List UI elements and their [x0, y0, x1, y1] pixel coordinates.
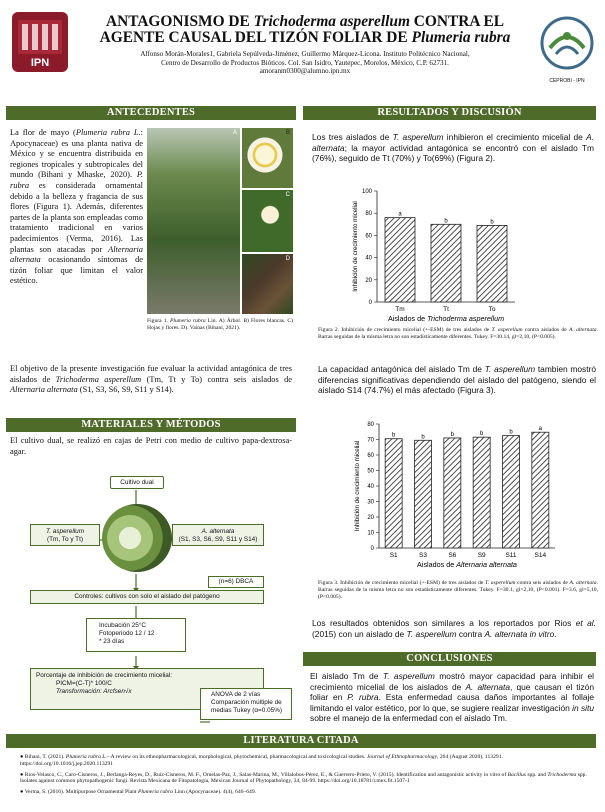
- metodos-text: El cultivo dual, se realizó en cajas de Petri con medio de cultivo papa-dextrosa-agar.: [10, 436, 292, 456]
- ceprobi-logo-icon: [538, 14, 596, 72]
- figure-2-caption: Figura 2. Inhibición de crecimiento micelial (+-ESM) de tres aislados de T. asperellum contra aislados de A. alternata. Barras seguidas de la misma letra no son estadísticamente diferentes. Tukey. F=30.14, gl=2,10, (P<0.005).: [318, 327, 598, 340]
- bar-To: [477, 225, 507, 302]
- bar-letter: b: [444, 218, 448, 225]
- title-line-2: AGENTE CAUSAL DEL TIZÓN FOLIAR DE Plumeria rubra: [99, 29, 511, 46]
- y-tick-label: 40: [365, 255, 372, 262]
- y-tick-label: 20: [365, 277, 372, 284]
- resultados-text-1: Los tres aislados de T. asperellum inhibieron el crecimiento micelial de A. alternata; la mayor actividad antagónica se encontró con el aislado Tm (76%), seguido de Tt (70%) y To(69%) (Figura 2).: [312, 132, 594, 164]
- y-tick-label: 60: [365, 233, 372, 240]
- y-tick-label: 60: [367, 453, 374, 459]
- ipn-logo: [8, 8, 72, 76]
- authors: [80, 50, 530, 76]
- svg-text:IPN: IPN: [30, 57, 50, 69]
- y-tick-label: 40: [367, 484, 374, 490]
- metodos-heading: MATERIALES Y MÉTODOS: [6, 418, 296, 432]
- bar-letter: a: [538, 426, 543, 433]
- authors-line-1: Alfonso Morán-Morales1, Gabriela Sepúlveda-Jiménez, Guillermo Márquez-Licona. Instituto Politécnico Nacional,: [140, 50, 470, 58]
- bar-Tt: [431, 224, 461, 302]
- conclusiones-heading: CONCLUSIONES: [303, 652, 596, 666]
- bar-S6: [444, 438, 461, 548]
- x-tick-label: S11: [505, 552, 517, 559]
- x-tick-label: To: [488, 306, 496, 313]
- y-tick-label: 80: [365, 211, 372, 218]
- x-tick-label: Tt: [443, 306, 449, 313]
- ceprobi-logo: [538, 14, 596, 82]
- figure-3-caption: Figura 3. Inhibición de crecimiento micelial (+-ESM) de tres aislados de T. asperellum contra seis aislados de A. alternata. Barras seguidas de la misma letra no son estadísticamente diferentes. Tukey. F=30.1, gl=2,10, (P<0.001). F=3.6, gl=5,10, (P<0.005).: [318, 580, 598, 600]
- y-tick-label: 20: [367, 515, 374, 521]
- bar-S9: [473, 437, 490, 548]
- resultados-text-2: La capacidad antagónica del aislado Tm de T. asperellum tambien mostró diferencias significativas dependiendo del aislado del patógeno, siendo el aislado S14 (74.7%) el más afectado (Figura 3).: [318, 364, 596, 396]
- porcentaje-inner: Porcentaje de inhibición de crecimiento micelial: PICM=(C-T)* 100/C Transformación: Arcfsen√x: [36, 672, 173, 695]
- bar-S14: [532, 432, 549, 548]
- conclusiones-text: El aislado Tm de T. asperellum mostró mayor capacidad para inhibir el crecimiento micelial de los aislados de A. alternata, que causan el tizón foliar en P. rubra. Esta enfermedad causa daños importantes al follaje limitando el valor estético, por lo que, se sugiere realizar investigación in situ sobre el manejo de la enfermedad con el aislado Tm.: [310, 671, 594, 724]
- reference-item: ● Rios-Velasco, C., Caro-Cisneros, J., Berlanga-Reyes, D., Ruíz-Cisneros, M. F., Ornelas-Paz, J., Salas-Marina, M., Villalobos-Pérez, E., & Guerrero-Prieto, V. (2015). Identification and antagonistic activity in vitro of Bacillus spp. and Trichoderma spp. Isolates against common phytopathogenic fungi. Revista Mexicana de Fitopatología, Mexican Journal of Phytopathology, 34, 84-99. https://doi.org/10.18781/r.mex.fit.1507-1: [20, 771, 587, 785]
- y-tick-label: 0: [370, 546, 374, 552]
- antecedentes-text: La flor de mayo (Plumeria rubra L.: Apocynaceae) es una planta nativa de México y se encuentra distribuida en regiones tropicales y subtropicales del mundo (Bihani y Mhaske, 2020). P. rubra es considerada ornamental debido a la belleza y fragancia de sus flores (Figura 1). Además, diferentes partes de la planta son empleadas como tratamiento tradicional en varios padecimientos (Verma, 2016). Las plantas son atacadas por Alternaria alternata ocasionando síntomas de tizón foliar que limitan el valor estético.: [10, 128, 143, 286]
- author-email: amoranm0300@alumno.ipn.mx: [259, 67, 351, 76]
- bullet-icon: ●: [20, 771, 25, 778]
- photo-pods: D: [242, 254, 293, 314]
- y-tick-label: 50: [367, 468, 374, 475]
- y-tick-label: 70: [367, 437, 374, 444]
- photo-flowers: B: [242, 128, 293, 188]
- x-tick-label: S1: [389, 552, 398, 559]
- controles-box: Controles: cultivos con solo el aislado del patógeno: [30, 590, 264, 604]
- figure-1-caption: Figura 1. Plumeria rubra Lin. A) Árbol. B) Flores blancas. C) Hojas y flores. D). Vainas (Bihani, 2021).: [147, 318, 293, 331]
- objetivo-text: El objetivo de la presente investigación fue evaluar la actividad antagónica de tres aislados de Trichoderma asperellum (Tm, Tt y To) contra seis aislados de Alternaria alternata (S1, S3, S6, S9, S11 y S14).: [10, 364, 292, 395]
- x-tick-label: S3: [419, 552, 427, 559]
- x-tick-label: S14: [534, 552, 547, 559]
- antecedentes-heading: ANTECEDENTES: [6, 106, 296, 120]
- chart-figure-2: [305, 182, 545, 332]
- bar-letter: b: [509, 429, 513, 436]
- incubacion-box: Incubación 25°C Fotoperiodo 12 / 12 * 23 días: [86, 618, 186, 652]
- trichoderma-box: T. asperellum (Tm, To y Tt): [30, 524, 100, 546]
- bar-letter: b: [490, 219, 494, 226]
- anova-box: ANOVA de 2 vías Comparación múltiple de medias Tukey (α=0.05%): [200, 688, 292, 720]
- bar-Tm: [385, 218, 415, 302]
- chart-figure-3: [305, 412, 575, 578]
- title-line-1: ANTAGONISMO DE Trichoderma asperellum CONTRA EL: [105, 13, 505, 30]
- x-tick-label: S6: [448, 552, 457, 559]
- x-tick-label: S9: [477, 552, 486, 559]
- x-axis-label: Aislados de Trichoderma asperellum: [387, 314, 505, 323]
- bullet-icon: ●: [20, 754, 25, 760]
- resultados-text-3: Los resultados obtenidos son similares a los reportados por Rios et al. (2015) con un aislado de T. asperellum contra A. alternata in vitro.: [312, 618, 596, 639]
- resultados-heading: RESULTADOS Y DISCUSIÓN: [303, 106, 596, 120]
- x-axis-label: Aislados de Alternaria alternata: [417, 560, 517, 569]
- bar-S1: [385, 439, 402, 548]
- photo-tree: A: [147, 128, 240, 314]
- y-tick-label: 0: [368, 300, 372, 306]
- ceprobi-label: CEPROBI - IPN: [549, 78, 585, 84]
- bar-letter: b: [450, 431, 455, 438]
- bar-letter: b: [479, 431, 484, 438]
- photo-leaves: C: [242, 190, 293, 252]
- bullet-icon: ●: [20, 789, 25, 796]
- y-tick-label: 100: [361, 189, 372, 195]
- y-tick-label: 30: [367, 499, 374, 506]
- bar-S11: [503, 436, 520, 548]
- literatura-heading: LITERATURA CITADA: [6, 734, 596, 748]
- references-list: [20, 754, 592, 796]
- photo-petri-dish: [102, 504, 172, 572]
- x-tick-label: Tm: [395, 306, 405, 313]
- cultivo-dual-box: Cultivo dual: [110, 476, 164, 489]
- bar-letter: b: [391, 432, 396, 439]
- reference-item: ● Verma, S. (2016). Multipurpose Ornamental Plant Plumeria rubra Linn (Apocynaceae). 4(4), 646–649.: [20, 789, 257, 796]
- y-axis-label: Inhibición de crecimiento micelial: [354, 440, 361, 532]
- dbca-box: (n=6) DBCA: [208, 576, 264, 588]
- authors-line-2: Centro de Desarrollo de Productos Bióticos. Col. San Isidro, Yautepec, Morelos, México, C.P. 62731.: [161, 58, 449, 67]
- y-tick-label: 10: [367, 530, 374, 537]
- bar-letter: b: [421, 434, 425, 441]
- bar-letter: a: [398, 211, 402, 218]
- poster-title: [80, 14, 530, 46]
- y-tick-label: 80: [367, 422, 374, 428]
- bar-S3: [415, 440, 432, 548]
- y-axis-label: Inhibición de crecimiento micelial: [352, 201, 359, 292]
- reference-item: ● Bihani, T. (2021). Plumeria rubra L.– A review on its ethnopharmacological, morphological, phytochemical, pharmacological and toxicological studies. Journal of Ethnopharmacology, 264 (August 2020), 113291. https://doi.org/10.1016/j.jep.2020.113291: [20, 754, 503, 767]
- alternaria-box: A. alternata (S1, S3, S6, S9, S11 y S14): [172, 524, 264, 546]
- ipn-logo-icon: [8, 8, 72, 76]
